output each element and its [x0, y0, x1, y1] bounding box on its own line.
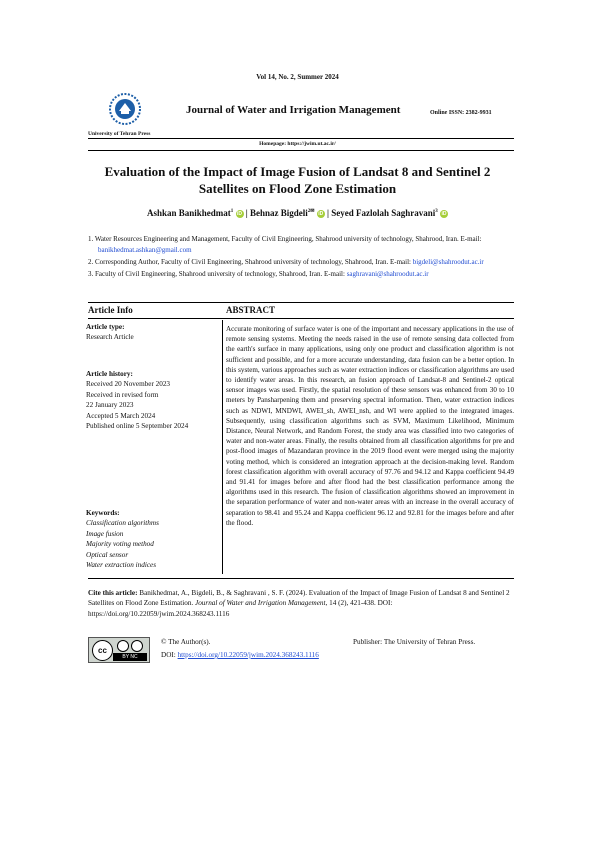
- author-sup: 3: [435, 209, 438, 214]
- paper-title: [60, 163, 535, 197]
- footer-doi: [161, 651, 319, 659]
- abstract-text: Accurate monitoring of surface water is one of the important and necessary applications in the use of remote sensing systems. Meeting the needs raised in the use of remote sensing data collected from the earth's surface in many applications, using only one product and classification algorithm is not sufficient and possible, and for a more accurate understanding, data fusion can be a better option. In this system, various approaches such as water extraction indices or classification algorithms are used to identify water areas. In this research, an fusion approach of Landsat-8 and Sentinel-2 optical sensor images was used. Firstly, the spatial resolution of these sensors was enhanced from 30 to 10 meters by Pansharpening them and preserving spectral information. Then, water extraction indices such as NDWI, MNDWI, AWEI_sh, AWEI_nsh, and WI were applied to the integrated images. Subsequently, using classification algorithms such as SVM, Maximum Likelihood, Minimum Distance, Neural Network, and Random Forest, the study area was classified into two categories of water and non-water areas. Finally, the results obtained from all classification algorithms for pre and post-flood images of Mazandaran province in the 2019 flood event were merged using the majority voting method, which is considered an integration approach at the decision-making level. Random forest classification algorithm with overall accuracy of 97.76 and 94.12 and Kappa coefficient 94.49 and 91.41 for images before and after flood had the best classification performance among the algorithms used in this research. The fusion of classification algorithms showed an improvement in the separation performance of water and non-water areas with an increase in the overall accuracy of separation to 98.41 and 95.24 and Kappa coefficient 96.12 and 92.81 for the images before and after the flood.: [226, 325, 514, 527]
- keyword: Optical sensor: [86, 550, 129, 559]
- article-info-header: Article Info: [88, 305, 133, 315]
- affiliation-3: [88, 269, 514, 280]
- cite-text-end: , 14 (2), 421-438. DOI: https://doi.org/10.22059/jwim.2024.368243.1116: [88, 599, 393, 618]
- history-item: Received in revised form: [86, 390, 159, 399]
- issn: Online ISSN: 2382-9931: [430, 110, 492, 116]
- affiliation-1: [88, 234, 514, 256]
- history-item: Accepted 5 March 2024: [86, 411, 156, 420]
- info-rule-top: [88, 302, 514, 303]
- affiliation-2: [88, 257, 514, 268]
- orcid-icon[interactable]: iD: [237, 210, 243, 217]
- info-rule-bottom: [88, 578, 514, 579]
- author-separator: |: [327, 208, 329, 218]
- keyword: Water extraction indices: [86, 561, 156, 570]
- doi-label: DOI:: [161, 651, 178, 659]
- keyword: Majority voting method: [86, 540, 154, 549]
- author-name: Ashkan Banikhedmat: [147, 208, 231, 218]
- keyword: Image fusion: [86, 529, 124, 538]
- university-name: University of Tehran Press: [88, 131, 151, 137]
- article-type-value: Research Article: [86, 333, 134, 342]
- cite-label: Cite this article:: [88, 589, 138, 597]
- cite-journal: Journal of Water and Irrigation Management: [195, 599, 326, 608]
- journal-name: Journal of Water and Irrigation Management: [186, 104, 401, 116]
- copyright: © The Author(s).: [161, 638, 211, 646]
- email-link[interactable]: saghravani@shahroodut.ac.ir: [346, 270, 429, 278]
- email-link[interactable]: banikhedmat.ashkan@gmail.com: [98, 246, 192, 254]
- article-type: [86, 322, 219, 343]
- column-divider: [222, 320, 223, 574]
- author-separator: |: [245, 208, 248, 218]
- article-type-label: Article type:: [86, 323, 125, 331]
- affiliation-text: 3. Faculty of Civil Engineering, Shahrood university of technology, Shahrood, Iran. E-mail:: [88, 270, 347, 278]
- cc-nc-text: NC: [130, 654, 138, 660]
- volume-info: Vol 14, No. 2, Summer 2024: [256, 73, 339, 81]
- history-item: 22 January 2023: [86, 401, 134, 410]
- keywords-label: Keywords:: [86, 509, 120, 517]
- publisher: Publisher: The University of Tehran Press.: [353, 638, 476, 646]
- cc-license-badge[interactable]: [88, 637, 150, 663]
- homepage[interactable]: Homepage: https://jwim.ut.ac.ir/: [259, 141, 336, 147]
- author-sup: 1: [230, 209, 234, 214]
- affiliations: [88, 234, 514, 281]
- orcid-icon[interactable]: iD: [441, 210, 447, 217]
- header-rule-bottom: [88, 150, 514, 151]
- keywords: [86, 508, 219, 570]
- citation: [88, 588, 514, 619]
- affiliation-text: 1. Water Resources Engineering and Management, Faculty of Civil Engineering, Shahrood university of technology, Shahrood, Iran. E-mail:: [88, 235, 482, 243]
- history-item: Received 20 November 2023: [86, 380, 171, 389]
- noncommercial-icon: [131, 640, 143, 652]
- header-rule: [88, 138, 514, 139]
- cite-text: Banikhedmat, A., Bigdeli, B., & Saghravani , S. F. (2024). Evaluation of the Impact of Image Fusion of Landsat 8 and Sentinel 2 Satellites on Flood Zone Estimation.: [88, 589, 510, 608]
- doi-link[interactable]: https://doi.org/10.22059/jwim.2024.368243.1116: [177, 651, 319, 659]
- abstract-header: ABSTRACT: [226, 305, 276, 315]
- university-logo: [108, 92, 142, 126]
- keyword: Classification algorithms: [86, 519, 159, 528]
- email-link[interactable]: bigdeli@shahroodut.ac.ir: [412, 258, 484, 266]
- author-name: Behnaz Bigdeli: [250, 208, 308, 218]
- orcid-icon[interactable]: iD: [318, 210, 324, 217]
- title-line-2: Satellites on Flood Zone Estimation: [198, 181, 397, 196]
- history-item: Published online 5 September 2024: [86, 422, 189, 431]
- attribution-icon: [117, 640, 129, 652]
- title-line-1: Evaluation of the Impact of Image Fusion of Landsat 8 and Sentinel 2: [104, 164, 491, 179]
- cc-by-nc-label: [113, 653, 147, 661]
- author-list: [0, 208, 595, 218]
- affiliation-text: 2. Corresponding Author, Faculty of Civil Engineering, Shahrood university of technology, Shahrood, Iran. E-mail:: [88, 258, 413, 266]
- cc-icon: cc: [92, 640, 113, 661]
- cc-by-text: BY: [122, 654, 129, 660]
- author-sup: 2✉: [307, 209, 315, 214]
- author-name: Seyed Fazlolah Saghravani: [331, 208, 436, 218]
- history-label: Article history:: [86, 370, 133, 378]
- article-history: [86, 369, 219, 431]
- info-rule-mid: [88, 318, 514, 319]
